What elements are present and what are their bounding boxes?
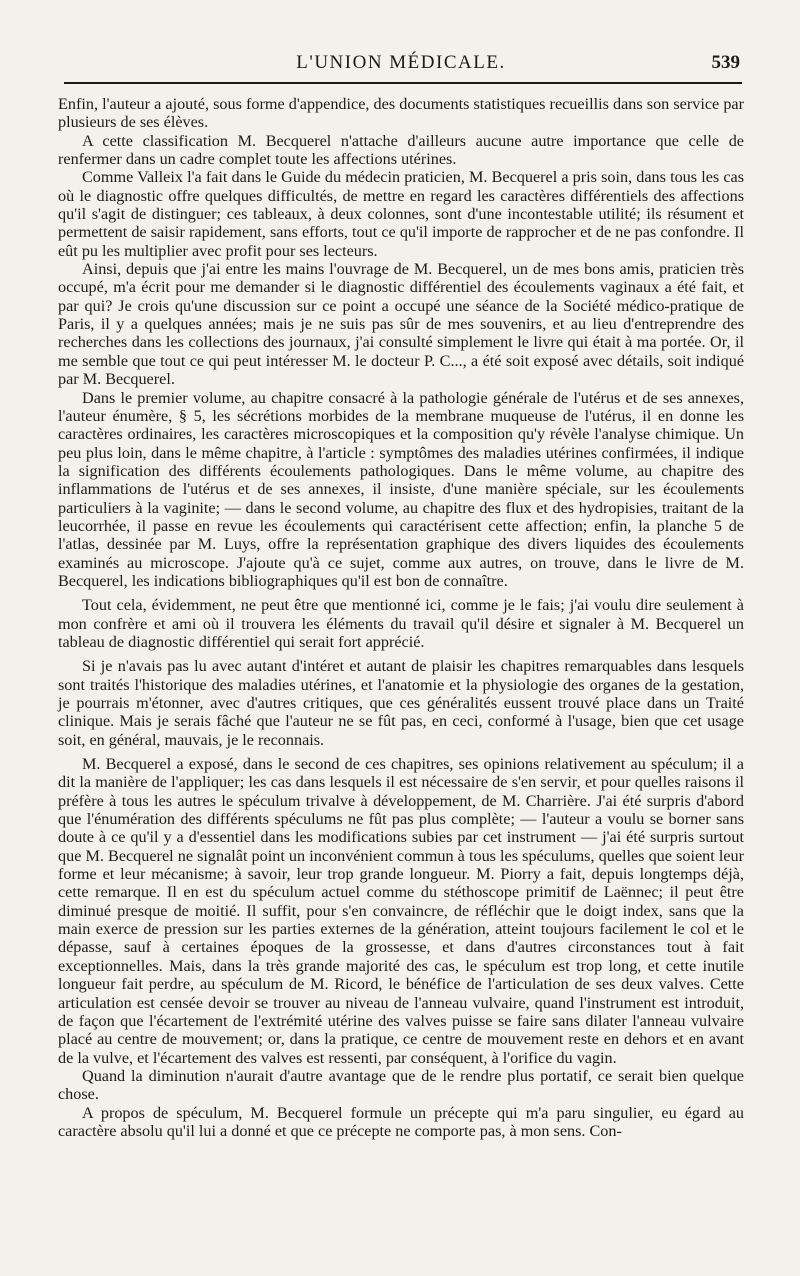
paragraph: Comme Valleix l'a fait dans le Guide du médecin praticien, M. Becquerel a pris soin, dans tous les cas où le diagnostic offre quelques difficultés, de mettre en regard les caractères différentiels des affections qu'il s'agit de distinguer; ces tableaux, à deux colonnes, sont d'une incontestable utilité; ils résument et permettent de saisir rapidement, sans efforts, tout ce qu'il importe de rapprocher et de ne pas confondre. Il eût pu les multiplier avec profit pour ses lecteurs. xyxy=(58,168,744,260)
paragraph: M. Becquerel a exposé, dans le second de ces chapitres, ses opinions relativement au spéculum; il a dit la manière de l'appliquer; les cas dans lesquels il est nécessaire de s'en servir, et pour quelles raisons il préfère à tous les autres le spéculum trivalve à développement, de M. Charrière. J'ai été surpris d'abord que l'énumération des différents spéculums ne fût pas plus complète; — l'auteur a voulu se borner sans doute à ce qu'il y a d'essentiel dans les modifications subies par cet instrument — j'ai été surpris surtout que M. Becquerel ne signalât point un inconvénient commun à tous les spéculums, quelles que soient leur forme et leur mécanisme; à savoir, leur trop grande longueur. M. Piorry a fait, depuis longtemps déjà, cette remarque. Il en est du spéculum actuel comme du stéthoscope primitif de Laënnec; il peut être diminué presque de moitié. Il suffit, pour s'en convaincre, de réfléchir que le doigt index, sans que la main exerce de pression sur les parties externes de la génération, atteint toujours facilement le col et le dépasse, sauf à certaines époques de la grossesse, et dans d'autres circonstances tout à fait exceptionnelles. Mais, dans la très grande majorité des cas, le spéculum est trop long, et cette inutile longueur fait perdre, au spéculum de M. Ricord, le bénéfice de l'articulation de ses deux valves. Cette articulation est censée devoir se trouver au niveau de l'anneau vulvaire, quand l'instrument est introduit, de façon que l'écartement de l'extrémité utérine des valves puisse se faire sans dilater l'anneau vulvaire placé au centre de mouvement; or, dans la pratique, ce centre de mouvement reste en dehors et en avant de la vulve, et l'écartement des valves est ressenti, par conséquent, à l'orifice du vagin. xyxy=(58,755,744,1067)
paragraph: A propos de spéculum, M. Becquerel formule un précepte qui m'a paru singulier, eu égard au caractère absolu qu'il lui a donné et que ce précepte ne comporte pas, à mon sens. Con- xyxy=(58,1103,744,1140)
paragraph: Enfin, l'auteur a ajouté, sous forme d'appendice, des documents statistiques recueillis dans son service par plusieurs de ses élèves. xyxy=(58,95,744,132)
paragraph: Tout cela, évidemment, ne peut être que mentionné ici, comme je le fais; j'ai voulu dire seulement à mon confrère et ami où il trouvera les éléments du travail qu'il désire et signaler à M. Becquerel un tableau de diagnostic différentiel qui serait fort apprécié. xyxy=(58,596,744,651)
running-title: L'UNION MÉDICALE. xyxy=(296,52,506,73)
paragraph: Quand la diminution n'aurait d'autre avantage que de le rendre plus portatif, ce serait bien quelque chose. xyxy=(58,1066,744,1104)
paragraph: Si je n'avais pas lu avec autant d'intéret et autant de plaisir les chapitres remarquables dans lesquels sont traités l'historique des maladies utérines, et l'anatomie et la physiologie des organes de la gestation, je pourrais m'étonner, avec d'autres critiques, que ces généralités eussent trouvé place dans un Traité clinique. Mais je serais fâché que l'auteur ne se fût pas, en ceci, conformé à l'usage, bien que cet usage soit, en général, mauvais, je le reconnais. xyxy=(58,657,744,749)
paragraph: Ainsi, depuis que j'ai entre les mains l'ouvrage de M. Becquerel, un de mes bons amis, praticien très occupé, m'a écrit pour me demander si le diagnostic différentiel des écoulements vaginaux a été fait, et par qui? Je crois qu'une discussion sur ce point a occupé une séance de la Société médico-pratique de Paris, il y a quelques années; mais je ne suis pas sûr de mes souvenirs, et au lieu d'entreprendre des recherches dans les collections des journaux, j'ai consulté simplement le livre qui était à ma portée. Or, il me semble que tout ce qui peut intéresser M. le docteur P. C..., a été soit exposé avec détails, soit indiqué par M. Becquerel. xyxy=(58,260,744,389)
page-header xyxy=(60,50,742,84)
paragraph: A cette classification M. Becquerel n'attache d'ailleurs aucune autre importance que celle de renfermer dans un cadre complet toute les affections utérines. xyxy=(58,131,744,169)
paragraph: Dans le premier volume, au chapitre consacré à la pathologie générale de l'utérus et de ses annexes, l'auteur énumère, § 5, les sécrétions morbides de la membrane muqueuse de l'utérus, il en donne les caractères ordinaires, les caractères microscopiques et la composition qu'y révèle l'analyse chimique. Un peu plus loin, dans le même chapitre, à l'article : symptômes des maladies utérines confirmées, il indique la signification des différents écoulements pathologiques. Dans le même volume, au chapitre des inflammations de l'utérus et de ses annexes, il insiste, d'une manière spéciale, sur les écoulements particuliers à la vaginite; — dans le second volume, au chapitre des flux et des hydropisies, traitant de la leucorrhée, il passe en revue les écoulements qui caractérisent cette affection; enfin, la planche 5 de l'atlas, dessinée par M. Luys, offre la représentation graphique des divers liquides des écoulements examinés au microscope. J'ajoute qu'à ce sujet, comme aux autres, on trouve, dans le livre de M. Becquerel, les indications bibliographiques qu'il est bon de connaître. xyxy=(58,388,744,590)
page-number: 539 xyxy=(711,52,740,73)
header-rule xyxy=(64,82,742,84)
article-body xyxy=(58,95,744,1140)
